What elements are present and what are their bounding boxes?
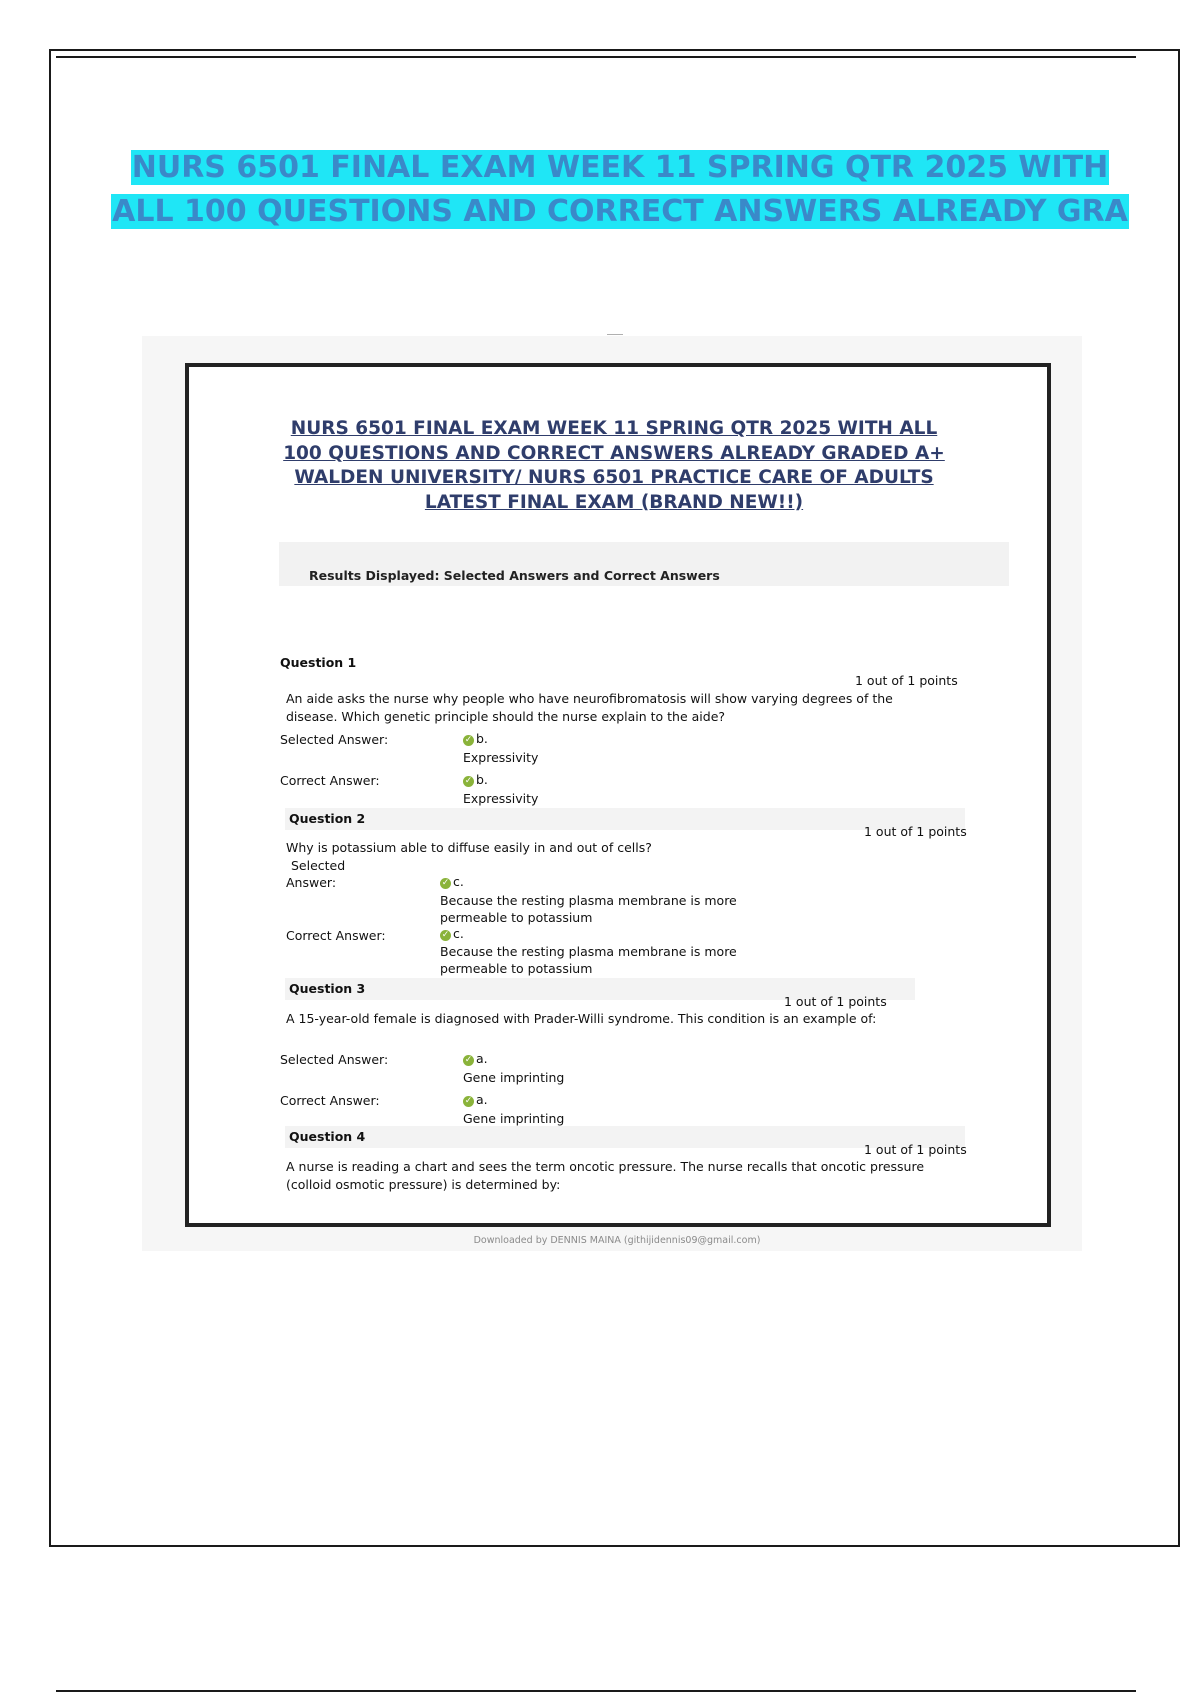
scanned-exam-image (185, 363, 1051, 1227)
question-1-text: An aide asks the nurse why people who have neurofibromatosis will show varying degrees of the disease. Which genetic principle should the nurse explain to the aide? (286, 691, 893, 724)
check-icon: ✓ (464, 776, 473, 786)
question-2-correct-label: Correct Answer: (286, 928, 386, 943)
check-icon: ✓ (464, 1096, 473, 1106)
question-1-heading: Question 1 (280, 655, 357, 670)
results-band (279, 542, 1009, 586)
top-rule (56, 56, 1136, 58)
question-2-correct-choice (440, 926, 464, 941)
scanned-exam-title: NURS 6501 FINAL EXAM WEEK 11 SPRING QTR 2025 WITH ALL 100 QUESTIONS AND CORRECT ANSWERS ALREADY GRADED A+ WALDEN UNIVERSITY/ NURS 6501 PRACTICE CARE OF ADULTS LATEST FINAL EXAM (BRAND NEW!!) (283, 418, 945, 513)
question-2-points: 1 out of 1 points (864, 824, 967, 839)
question-1-correct-label: Correct Answer: (280, 773, 380, 788)
question-3-correct-text: Gene imprinting (463, 1111, 565, 1126)
question-3-text: A 15-year-old female is diagnosed with Prader-Willi syndrome. This condition is an example of: (286, 1011, 877, 1026)
check-icon: ✓ (464, 1055, 473, 1065)
correct-choice-letter: c. (453, 926, 464, 941)
selected-choice-letter: c. (453, 874, 464, 889)
results-displayed-text: Results Displayed: Selected Answers and Correct Answers (309, 568, 720, 583)
document-title-text: NURS 6501 FINAL EXAM WEEK 11 SPRING QTR 2025 WITH ALL 100 QUESTIONS AND CORRECT ANSWERS ALREADY GRA (112, 150, 1128, 229)
question-2-correct-text: Because the resting plasma membrane is more permeable to potassium (440, 944, 737, 976)
dash-mark (607, 334, 623, 335)
question-3-heading: Question 3 (289, 981, 366, 996)
question-2-selected-choice (440, 874, 464, 889)
question-1-selected-label: Selected Answer: (280, 732, 389, 747)
selected-choice-letter: a. (476, 1051, 488, 1066)
question-3-selected-text: Gene imprinting (463, 1070, 565, 1085)
question-4-text: A nurse is reading a chart and sees the term oncotic pressure. The nurse recalls that oncotic pressure (colloid osmotic pressure) is determined by: (286, 1159, 925, 1192)
question-3-points: 1 out of 1 points (784, 994, 887, 1009)
question-1-points: 1 out of 1 points (855, 673, 958, 688)
question-4-band (285, 1126, 965, 1148)
question-2-selected-label-line2: Answer: (286, 875, 337, 890)
check-icon: ✓ (441, 930, 450, 940)
question-2-selected-text: Because the resting plasma membrane is more permeable to potassium (440, 893, 737, 925)
question-3-correct-label: Correct Answer: (280, 1093, 380, 1108)
question-1-selected-choice (463, 731, 488, 746)
question-1-selected-text: Expressivity (463, 750, 539, 765)
question-3-selected-label: Selected Answer: (280, 1052, 389, 1067)
question-1-correct-choice (463, 772, 488, 787)
selected-choice-letter: b. (476, 731, 488, 746)
document-title (100, 146, 1140, 234)
question-4-heading: Question 4 (289, 1129, 366, 1144)
question-1-correct-text: Expressivity (463, 791, 539, 806)
bottom-rule (56, 1690, 1136, 1692)
downloaded-by-note: Downloaded by DENNIS MAINA (githijidennis09@gmail.com) (473, 1235, 761, 1246)
check-icon: ✓ (464, 735, 473, 745)
question-2-band (285, 808, 965, 830)
question-2-selected-label-line1: Selected (291, 858, 346, 873)
question-2-heading: Question 2 (289, 811, 366, 826)
question-2-text: Why is potassium able to diffuse easily in and out of cells? (286, 840, 652, 855)
question-4-points: 1 out of 1 points (864, 1142, 967, 1157)
correct-choice-letter: a. (476, 1092, 488, 1107)
question-3-correct-choice (463, 1092, 488, 1107)
correct-choice-letter: b. (476, 772, 488, 787)
question-3-selected-choice (463, 1051, 488, 1066)
check-icon: ✓ (441, 878, 450, 888)
